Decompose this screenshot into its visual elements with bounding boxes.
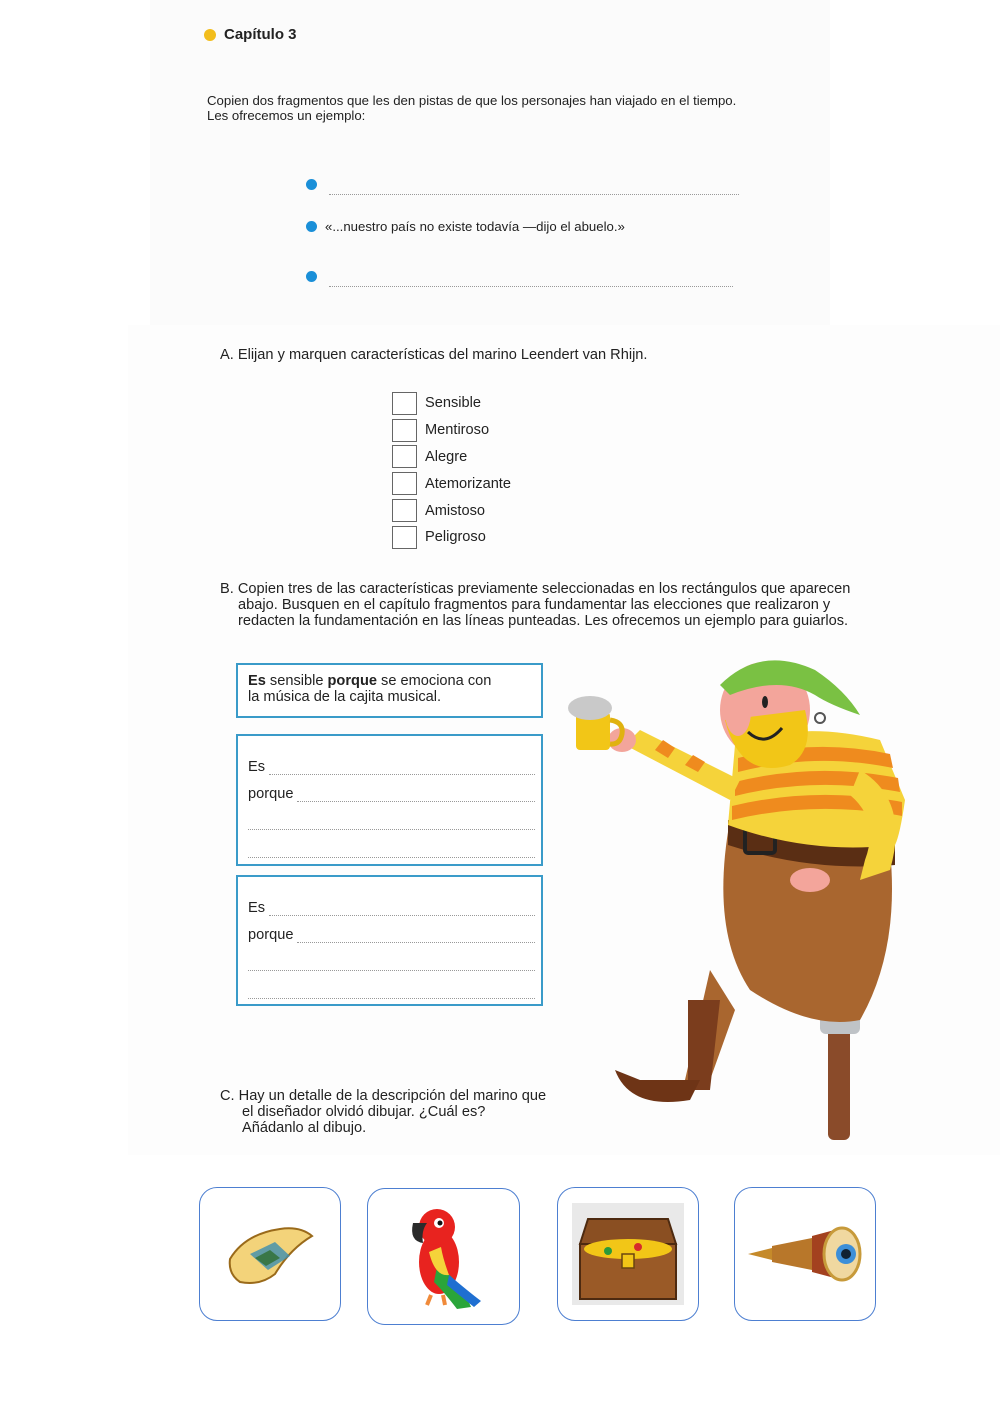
example-quote: «...nuestro país no existe todavía —dijo el abuelo.»: [325, 219, 625, 234]
checkbox[interactable]: [392, 499, 417, 522]
section-a-prompt: A. Elijan y marquen características del marino Leendert van Rhijn.: [220, 347, 648, 363]
fragment-bullet-example: [306, 219, 625, 234]
fragment-bullet-2: [306, 265, 733, 287]
spyglass-card[interactable]: [734, 1187, 876, 1321]
section-b-line-2: abajo. Busquen en el capítulo fragmentos para fundamentar las elecciones que realizaron y: [238, 597, 831, 613]
answer-blank-line[interactable]: [248, 951, 535, 971]
characteristics-checklist: [392, 390, 511, 551]
example-answer-text: [248, 673, 531, 705]
map-icon: [220, 1214, 320, 1294]
checkbox-label: Sensible: [425, 395, 481, 412]
es-label: Es: [248, 900, 266, 916]
fragment-bullet-1: [306, 173, 739, 195]
porque-label: porque: [248, 786, 294, 802]
example-answer-box: [236, 663, 543, 718]
fragment-input-line-2[interactable]: [329, 275, 733, 287]
checkbox[interactable]: [392, 526, 417, 549]
checkbox[interactable]: [392, 419, 417, 442]
porque-label: porque: [248, 927, 294, 943]
section-b-prompt: [220, 581, 850, 629]
bullet-dot-icon: [306, 221, 317, 232]
answer-es-line[interactable]: [248, 896, 535, 916]
sailor-illustration-icon[interactable]: [560, 650, 930, 1150]
answer-box-1: [236, 734, 543, 866]
section-c-prompt: [220, 1088, 546, 1136]
answer-porque-line[interactable]: [248, 782, 535, 802]
chapter-dot-icon: [204, 29, 216, 41]
answer-porque-line[interactable]: [248, 923, 535, 943]
checklist-item[interactable]: [392, 524, 511, 551]
example-porque-word: porque: [327, 673, 377, 689]
checkbox-label: Amistoso: [425, 502, 486, 519]
example-es-word: Es: [248, 673, 266, 689]
checkbox[interactable]: [392, 472, 417, 495]
map-card[interactable]: [199, 1187, 341, 1321]
checkbox-label: Atemorizante: [425, 475, 511, 492]
answer-blank-line[interactable]: [248, 810, 535, 830]
example-reason-part-1: se emociona con: [376, 673, 492, 689]
section-c-line-3: Añádanlo al dibujo.: [242, 1120, 367, 1136]
fragment-input-line-1[interactable]: [329, 183, 739, 195]
checklist-item[interactable]: [392, 444, 511, 471]
section-c-line-1: C. Hay un detalle de la descripción del marino que: [220, 1088, 547, 1104]
es-label: Es: [248, 759, 266, 775]
answer-blank-line[interactable]: [248, 838, 535, 858]
checkbox-label: Alegre: [425, 448, 468, 465]
checkbox[interactable]: [392, 392, 417, 415]
instructions-line-2: Les ofrecemos un ejemplo:: [207, 108, 366, 123]
instructions-line-1: Copien dos fragmentos que les den pistas de que los personajes han viajado en el tiempo.: [207, 93, 737, 108]
bullet-dot-icon: [306, 179, 317, 190]
checklist-item[interactable]: [392, 470, 511, 497]
example-reason-part-2: la música de la cajita musical.: [248, 689, 442, 705]
parrot-icon: [399, 1197, 489, 1317]
parrot-card[interactable]: [367, 1188, 520, 1325]
checklist-item[interactable]: [392, 390, 511, 417]
section-b-line-3: redacten la fundamentación en las líneas punteadas. Les ofrecemos un ejemplo para guiarlos.: [238, 613, 849, 629]
checklist-item[interactable]: [392, 497, 511, 524]
checklist-item[interactable]: [392, 417, 511, 444]
section-c-line-2: el diseñador olvidó dibujar. ¿Cuál es?: [242, 1104, 486, 1120]
answer-box-2: [236, 875, 543, 1006]
treasure-chest-card[interactable]: [557, 1187, 699, 1321]
instructions: [207, 93, 827, 123]
example-trait: sensible: [265, 673, 328, 689]
answer-blank-line[interactable]: [248, 979, 535, 999]
spyglass-icon: [742, 1214, 868, 1294]
treasure-chest-icon: [568, 1199, 688, 1309]
section-b-line-1: B. Copien tres de las características previamente seleccionadas en los rectángulos que aparecen: [220, 581, 851, 597]
bullet-dot-icon: [306, 271, 317, 282]
chapter-header: [204, 26, 297, 43]
answer-es-line[interactable]: [248, 755, 535, 775]
checkbox[interactable]: [392, 445, 417, 468]
checkbox-label: Mentiroso: [425, 422, 490, 439]
checkbox-label: Peligroso: [425, 529, 486, 546]
chapter-title: Capítulo 3: [224, 26, 297, 43]
